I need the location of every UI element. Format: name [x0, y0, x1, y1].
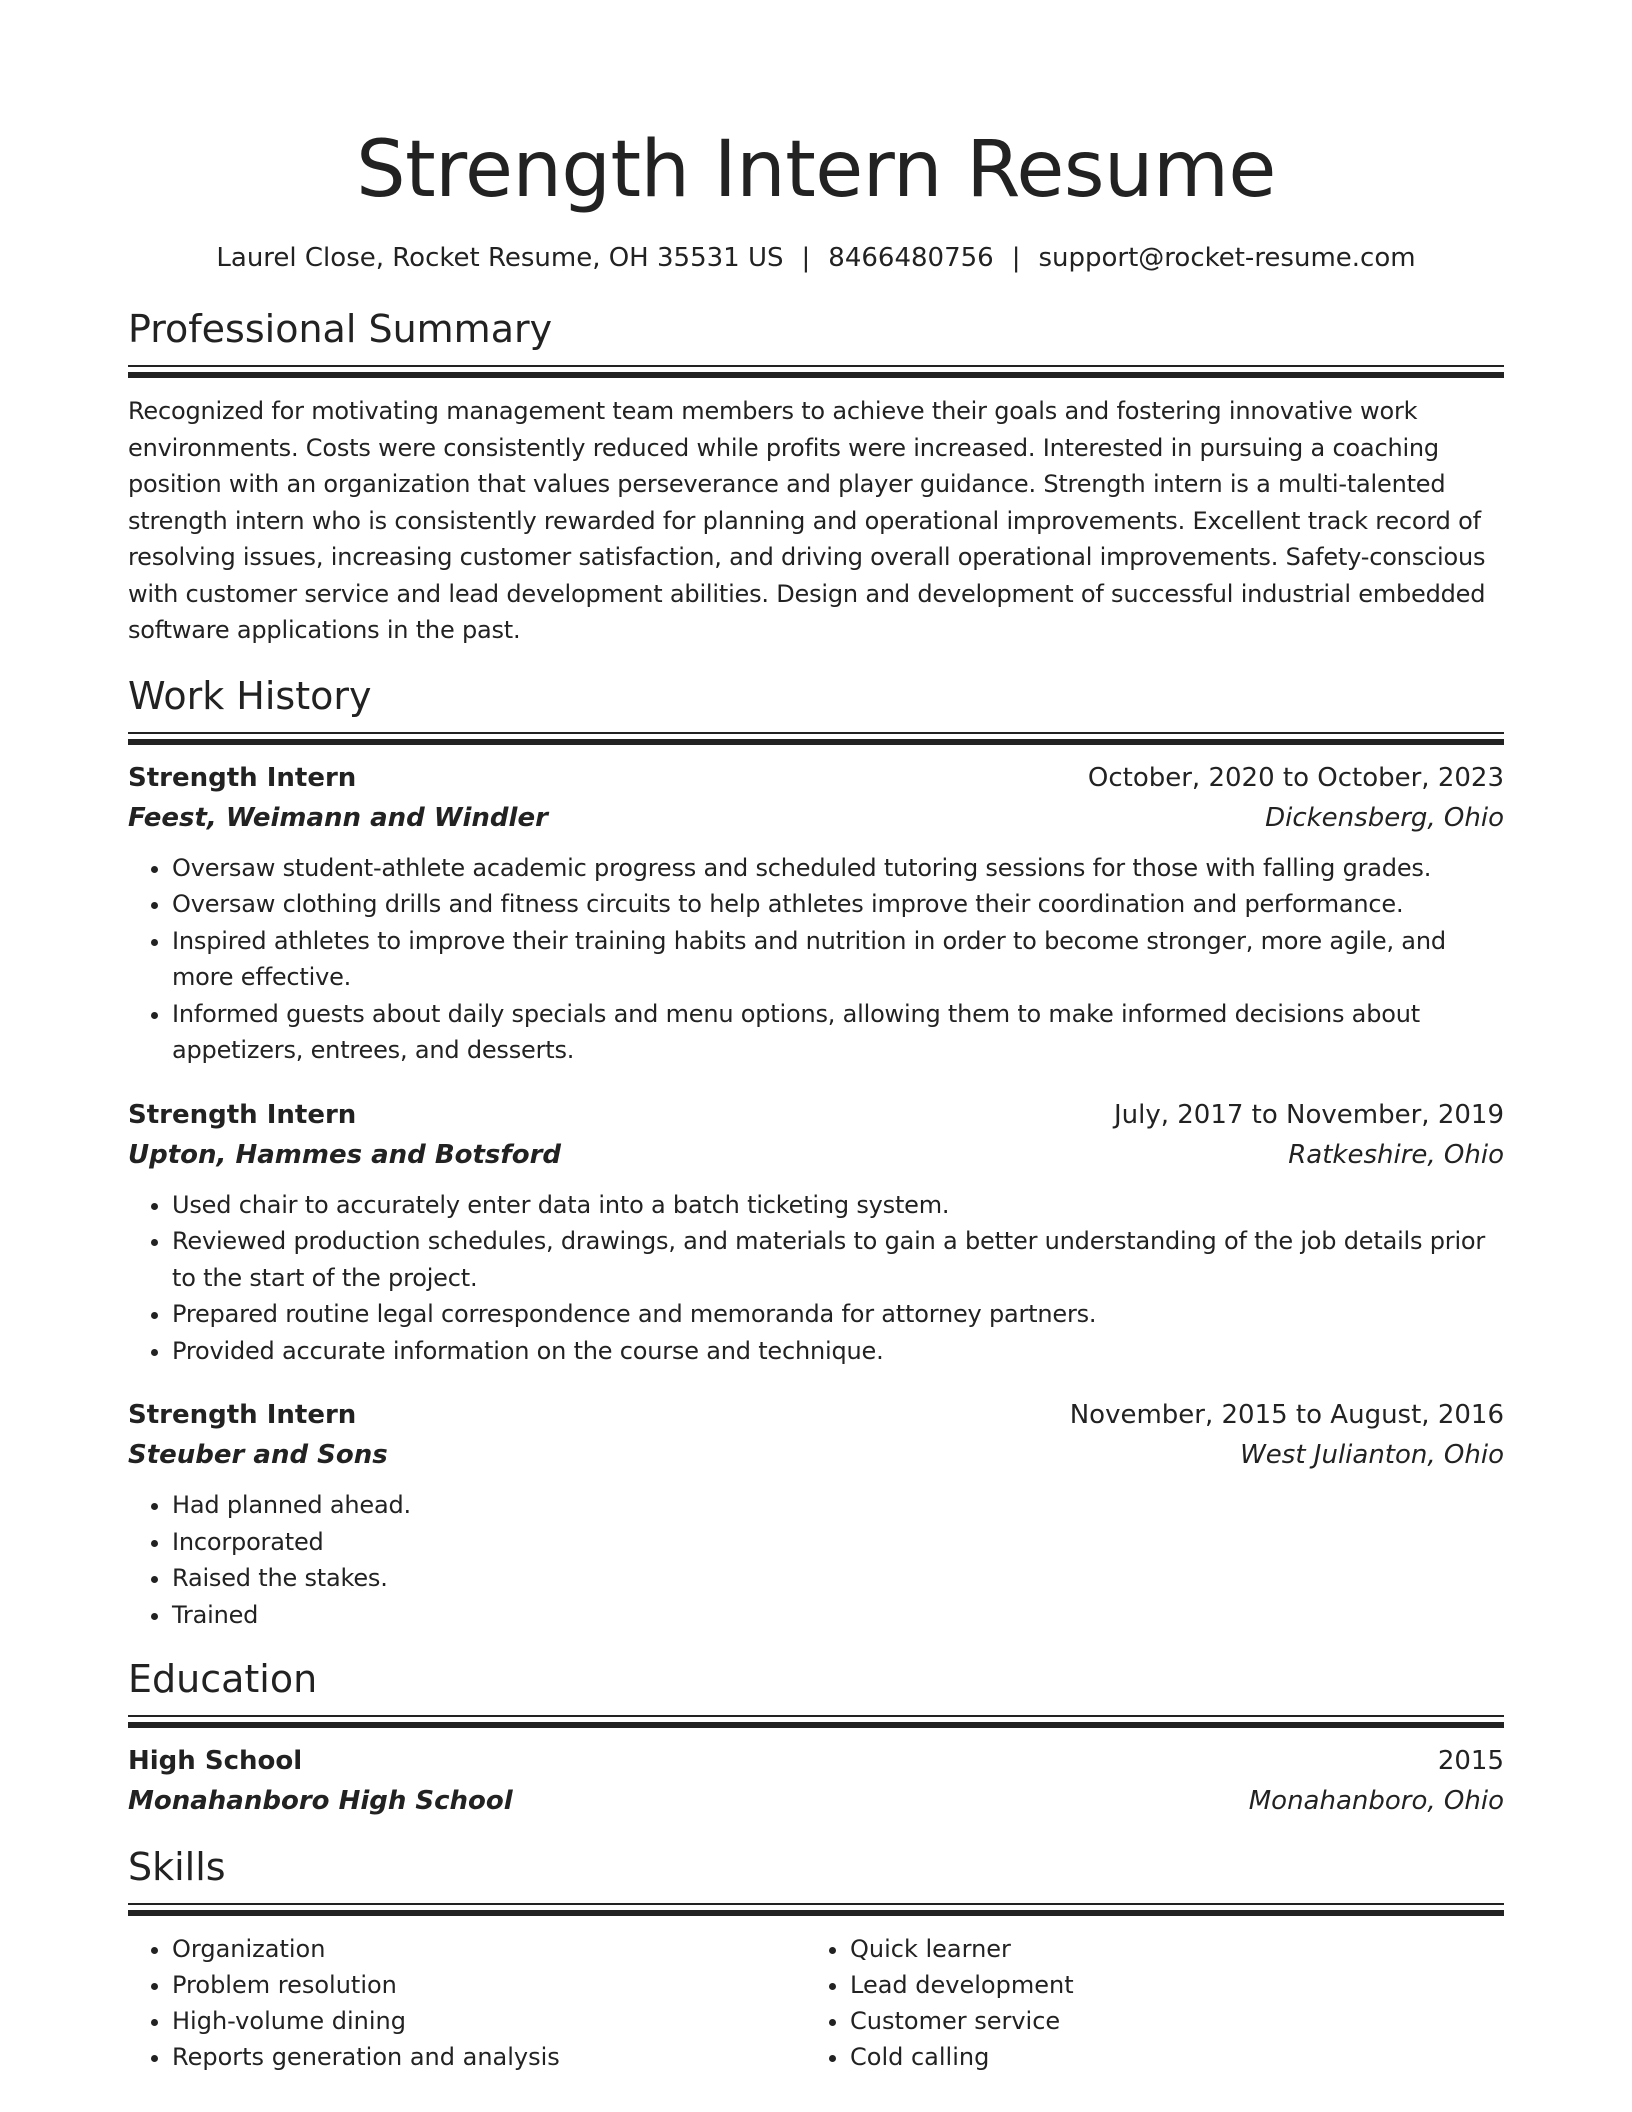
- skills-section: [128, 1843, 1504, 2075]
- job-bullet: • Trained: [172, 1597, 1504, 1634]
- job-location: Ratkeshire, Ohio: [1288, 1139, 1504, 1170]
- job-header: [128, 1395, 1504, 1435]
- skills-right-column: [806, 1931, 1484, 2075]
- resume-title: Strength Intern Resume: [356, 125, 1276, 215]
- skills-columns: [128, 1931, 1504, 2075]
- skill-item: • Problem resolution: [172, 1967, 806, 2003]
- work-history-section: [128, 672, 1504, 1634]
- job-entry: [128, 1095, 1504, 1370]
- job-dates: October, 2020 to October, 2023: [1087, 762, 1504, 793]
- job-bullet: • Incorporated: [172, 1524, 1504, 1561]
- job-header: [128, 758, 1504, 798]
- job-title: Strength Intern: [128, 1099, 357, 1130]
- skill-item: • Organization: [172, 1931, 806, 1967]
- job-entry: [128, 1395, 1504, 1633]
- job-company: Feest, Weimann and Windler: [128, 802, 548, 833]
- job-entry: [128, 758, 1504, 1069]
- job-company: Steuber and Sons: [128, 1440, 388, 1470]
- job-bullet: • Used chair to accurately enter data into a batch ticketing system.: [172, 1187, 1504, 1224]
- job-bullet: • Inspired athletes to improve their training habits and nutrition in order to become stronger, more agile, and more effective.: [172, 923, 1504, 996]
- job-location: Dickensberg, Ohio: [1265, 802, 1504, 833]
- section-divider: [128, 365, 1504, 379]
- job-bullet: • Informed guests about daily specials and menu options, allowing them to make informed decisions about appetizers, entrees, and desserts.: [172, 996, 1504, 1069]
- job-subheader: [128, 1135, 1504, 1175]
- job-title: Strength Intern: [128, 1400, 357, 1430]
- section-divider: [128, 1903, 1504, 1917]
- job-title: Strength Intern: [128, 762, 357, 793]
- job-bullet: • Raised the stakes.: [172, 1560, 1504, 1597]
- education-degree: High School: [128, 1746, 303, 1776]
- education-heading: Education: [128, 1657, 318, 1701]
- work-history-heading: Work History: [128, 673, 372, 718]
- job-header: [128, 1095, 1504, 1135]
- job-dates: November, 2015 to August, 2016: [1069, 1400, 1504, 1430]
- education-header: [128, 1741, 1504, 1781]
- job-bullet: • Prepared routine legal correspondence and memoranda for attorney partners.: [172, 1296, 1504, 1333]
- job-subheader: [128, 1435, 1504, 1475]
- summary-section: [128, 305, 1504, 649]
- skills-left-column: [128, 1931, 806, 2075]
- job-location: West Julianton, Ohio: [1240, 1440, 1504, 1470]
- section-divider: [128, 732, 1504, 746]
- summary-heading: Professional Summary: [128, 307, 553, 351]
- job-dates: July, 2017 to November, 2019: [1113, 1099, 1504, 1130]
- contact-address: Laurel Close, Rocket Resume, OH 35531 US: [216, 243, 784, 273]
- contact-line: [128, 240, 1504, 276]
- contact-separator: |: [801, 243, 811, 273]
- education-school: Monahanboro High School: [128, 1786, 513, 1816]
- contact-email: support@rocket-resume.com: [1038, 243, 1416, 273]
- section-divider: [128, 1715, 1504, 1729]
- job-bullet: • Reviewed production schedules, drawings, and materials to gain a better understanding of the job details prior to the start of the project.: [172, 1223, 1504, 1296]
- job-bullet: • Oversaw student-athlete academic progress and scheduled tutoring sessions for those with falling grades.: [172, 850, 1504, 887]
- job-bullets: [128, 1187, 1504, 1370]
- education-section: [128, 1655, 1504, 1821]
- summary-text: Recognized for motivating management team members to achieve their goals and fostering innovative work environments. Costs were consistently reduced while profits were increased. Interested in pursuing a coaching position with an organization that values perseverance and player guidance. Strength intern is a multi-talented strength intern who is consistently rewarded for planning and operational improvements. Excellent track record of resolving issues, increasing customer satisfaction, and driving overall operational improvements. Safety-conscious with customer service and lead development abilities. Design and development of successful industrial embedded software applications in the past.: [128, 397, 1486, 644]
- job-subheader: [128, 798, 1504, 838]
- job-bullet: • Oversaw clothing drills and fitness circuits to help athletes improve their coordination and performance.: [172, 886, 1504, 923]
- resume-content: [128, 0, 1504, 2075]
- skill-item: • Lead development: [850, 1967, 1484, 2003]
- contact-phone: 8466480756: [828, 243, 994, 273]
- skill-item: • High-volume dining: [172, 2003, 806, 2039]
- skill-item: • Cold calling: [850, 2039, 1484, 2075]
- education-location: Monahanboro, Ohio: [1248, 1786, 1504, 1816]
- job-company: Upton, Hammes and Botsford: [128, 1139, 562, 1170]
- job-bullets: [128, 850, 1504, 1069]
- education-year: 2015: [1437, 1746, 1504, 1776]
- job-bullet: • Provided accurate information on the course and technique.: [172, 1333, 1504, 1370]
- education-subheader: [128, 1781, 1504, 1821]
- job-bullet: • Had planned ahead.: [172, 1487, 1504, 1524]
- contact-separator: |: [1011, 243, 1021, 273]
- skill-item: • Customer service: [850, 2003, 1484, 2039]
- skill-item: • Reports generation and analysis: [172, 2039, 806, 2075]
- skill-item: • Quick learner: [850, 1931, 1484, 1967]
- skills-heading: Skills: [128, 1845, 226, 1889]
- job-bullets: [128, 1487, 1504, 1633]
